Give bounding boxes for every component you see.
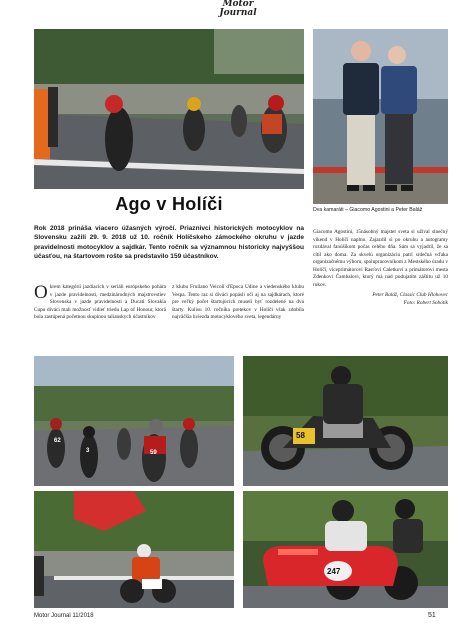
article-lead: Rok 2018 prináša viacero úžasných výročí. Priaznivci historických motocyklov na Slovensku zažili 29. 9. 2018 už 10. ročník Holíčskeho zámockého okruhu v jazde pravidelnosti motocyklov a sajdkár. Tento ročník sa významnou historicky najvyššou účasťou, na štartovom rošte sa predstavilo 159 účastníkov. [34,225,304,260]
race-number-247: 247 [327,567,341,576]
logo-line1: Motor [222,0,254,9]
race-number-58: 58 [296,431,305,440]
race-number-2: 3 [86,448,90,454]
race-number-1: 62 [54,438,61,444]
photo-credit: Foto: Robert Sobótik [403,299,448,306]
drop-cap: O [34,282,48,303]
article-column-3 [313,229,448,307]
author-signature: Peter Baláž, Classic Club Hlohovec [372,292,448,298]
column-3-text: Giacomo Agostini, 15násobný majster sveta si užíval slnečný víkend v Holíči naplno. Zajazdil si po okruhu a autogramy rozdával fanúšikom počas celého dňa. Sám sa vyjadril, že sa cítil ako doma. Za skvelú organizáciu patrí srdečná vďaka organizačnému výboru, spolupracovníkom z Mestského úradu v Holíči, viceprimátorovi Rasťovi Caletkovi a primátorovi mesta Zdenkovi Čambalovi, ktorý má nad podujatím záštitu už 10 rokov. [313,229,448,288]
photo-classic-rider [243,356,448,486]
footer-magazine: Motor Journal 11/2018 [34,613,94,619]
article-column-1 [34,284,166,322]
photo-agostini-balaz [313,29,448,204]
photo-sidecar [243,491,448,608]
photo-rider-flag [34,491,234,608]
photo-race-top [34,29,304,189]
article-column-2: z klubu Fruilano Veicoli d'Epoca Udine a viedenského klubu Vespa. Tento raz si diváci popásli oči aj na sajdkárach, ktoré pre veľký počet štartujúcich museli byť rozdelené na dva štarty. Kulisu 10. ročníka pretekov v Holíči však zdobila najväčšia hviezda motocyklového sveta, legendárny [172,284,304,320]
photo-caption: Dva kamaráti – Giacomo Agostini a Peter Baláž [313,207,423,213]
race-number-3: 59 [150,450,157,456]
photo-race-group [34,356,234,486]
page-number: 51 [428,612,436,619]
magazine-logo [210,0,266,20]
article-title: Ago v Holíči [115,194,223,214]
column-1-text: krem kategórií jazdiacich v seriáli európskeho pohára v jazde pravidelnosti, medzinárodných majstrovstiev Slovenska v jazde pravidelnosti a Ducati Slovakia Cupu diváci mali možnosť vidieť triedu Lap of Honour, ktorá bola zastúpená početnou skupinou talianskych účastníkov [34,284,166,320]
logo-line2: Journal [219,8,257,18]
